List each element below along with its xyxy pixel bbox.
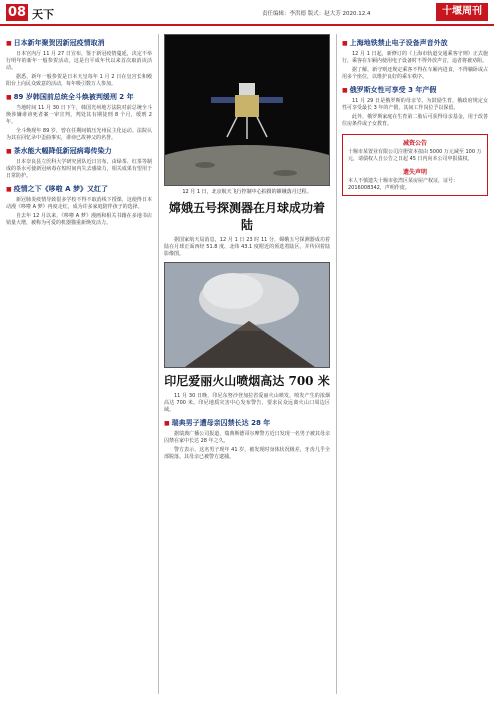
article-paragraph: 当地时间 11 月 30 日下午，韩国光州地方法院对前总统全斗焕涉嫌诽谤死者案一审宣判，判处其有期徒刑 8 个月，缓刑 2 年。 [6,105,152,125]
article-title: ■ 茶水能大幅降低新冠病毒传染力 [6,146,152,156]
lunar-lander-illustration [165,35,329,185]
notice-title: 减资公告 [402,140,427,147]
column-divider [336,34,337,694]
page-meta: 责任编辑：李洪德 版式：赵大芳 2020.12.4 [262,11,371,17]
article-paragraph: 自去年 12 月以来，《哆啦 A 梦》漫画和相关书籍在多地书店销量大增，被称为可爱的机器猫重新焕发活力。 [6,213,152,226]
newspaper-logo: 十堰周刊 [436,3,488,21]
article [6,146,152,180]
article-title: ■ 瑞典男子遭母亲囚禁长达 28 年 [164,418,330,428]
article-paragraph: 据悉，新年一般参贺是日本天皇每年 1 月 2 日在皇宫长和殿阳台上向民众致意的活动，每年吸引数万人参加。 [6,74,152,87]
notice-text: 十堰市某置业有限公司注册资本拟由 5000 万元减至 100 万元，请债权人自公告之日起 45 日内向本公司申报债权。 [348,149,482,162]
article-paragraph: 日本奈良县立医科大学研究团队近日宣布，由绿茶、红茶等制成的茶水可使新冠病毒在短时间内失去感染力，相关成果有望用于日常防护。 [6,159,152,179]
photo-caption: 12 月 1 日，北京航天飞行控制中心拍摄的嫦娥落月过程。 [182,189,312,195]
lead-paragraph: 11 月 30 日晚，印尼东努沙登加拉省爱丽火山喷发，喷发产生的浓烟高达 700 米。印尼地质灾害中心发布警告，要求民众远离火山口周边区域。 [164,393,330,413]
article-paragraph: 全斗焕现年 89 岁，曾在任期间镇压光州民主化运动。法院认为其在回忆录中歪曲事实，诽谤已故神父的名誉。 [6,128,152,141]
lead-paragraph: 据国家航天局消息，12 月 1 日 23 时 11 分，嫦娥五号探测器成功着陆在月球正面西经 51.8 度、北纬 43.1 度附近的预选着陆区，并传回着陆影像图。 [164,237,330,257]
article-paragraph: 11 月 29 日是俄罗斯的母亲节。为鼓励生育，俄政府规定女性可享受最长 3 年的产假，其间工作岗位予以保留。 [342,98,488,111]
lunar-lander-photo [164,34,330,186]
article-title: ■ 疫情之下《哆啦 A 梦》又红了 [6,184,152,194]
article [342,38,488,81]
section-name: 天下 [32,8,54,21]
article-paragraph: 此外，俄罗斯家庭在生育第二胎后可获得母亲基金，用于改善住房条件或子女教育。 [342,114,488,127]
page-header [0,0,494,26]
headline: 嫦娥五号探测器在月球成功着陆 [168,201,325,232]
article [6,38,152,88]
article-title: ■ 89 岁韩国前总统全斗焕被判缓刑 2 年 [6,92,152,102]
volcano-photo [164,262,330,368]
article-paragraph: 12 月 1 日起，新修订的《上海市轨道交通乘客守则》正式施行，乘客在车厢内使用电子设备时不得外放声音，违者将被劝阻。 [342,51,488,64]
article-title: ■ 俄罗斯女性可享受 3 年产假 [342,85,488,95]
notice-box [342,134,488,196]
article-paragraph: 警方表示，这名男子现年 41 岁，被发现时身体状况极差，牙齿几乎全部脱落。其母亲已被警方逮捕。 [164,447,330,460]
page-number: 08 [7,5,27,20]
left-column [6,34,152,229]
article-title: ■ 日本新年聚贺因新冠疫情取消 [6,38,152,48]
article-paragraph: 新冠肺炎疫情导致很多学校不得不取消线下授课，这使得日本动漫《哆啦 A 梦》再度走红，成为许多家庭陪伴孩子的选择。 [6,197,152,210]
notice-title: 遗失声明 [402,169,427,176]
center-column [164,34,330,463]
article-paragraph: 日本宫内厅 11 月 27 日宣布，鉴于新冠疫情蔓延，决定不举行明年的新年一般参贺活动。这是自平成年代以来首次取消该活动。 [6,51,152,71]
article [342,85,488,128]
article-title: ■ 上海地铁禁止电子设备声音外放 [342,38,488,48]
article-paragraph: 据了解，新守则还规定乘客不得在车厢内进食，不得躺卧或占用多个座位，以维护良好的乘车秩序。 [342,67,488,80]
right-column [342,34,488,196]
notice-text: 本人不慎遗失十堰市张湾区某房屋产权证，证号：2016008342，声明作废。 [348,178,459,191]
headline: 印尼爱丽火山喷烟高达 700 米 [164,374,330,388]
article-paragraph: 据瑞典广播公司报道，瑞典斯德哥尔摩警方近日发现一名男子被其母亲囚禁在家中长达 28 年之久。 [164,431,330,444]
volcano-illustration [165,263,329,367]
article [6,184,152,227]
column-divider [158,34,159,694]
article [6,92,152,142]
